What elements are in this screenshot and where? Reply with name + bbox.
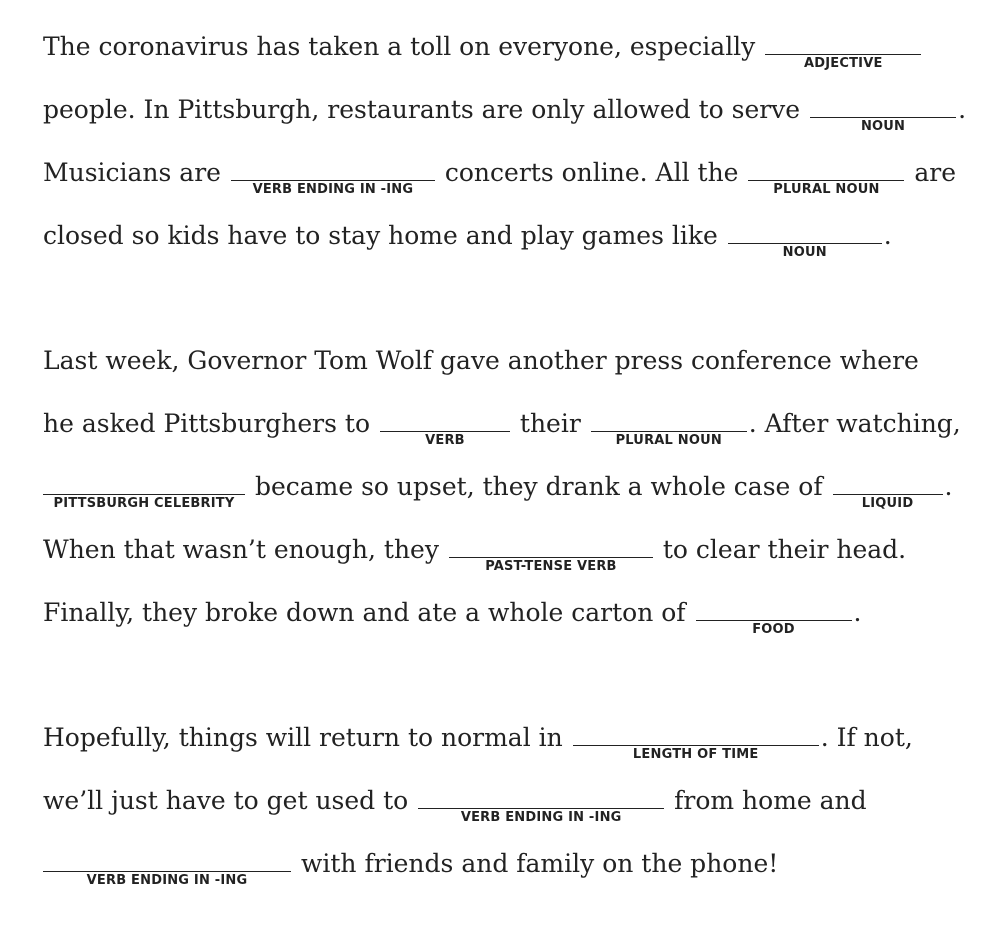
blank-verb-ending-ing[interactable] xyxy=(231,160,435,197)
blank-plural-noun[interactable] xyxy=(591,411,747,448)
story-text: . xyxy=(883,221,892,250)
story-text: we’ll just have to get used to xyxy=(43,786,409,815)
blank-food[interactable] xyxy=(696,600,852,637)
story-text: When that wasn’t enough, they xyxy=(43,535,439,564)
story-text: . xyxy=(944,472,953,501)
story-text: from home and xyxy=(674,786,867,815)
blank-label: VERB ENDING IN -ING xyxy=(460,810,622,825)
story-text: became so upset, they drank a whole case of xyxy=(254,472,823,501)
blank-past-tense-verb[interactable] xyxy=(449,537,653,574)
story-text: . After watching, xyxy=(748,409,961,438)
blank-label: VERB ENDING IN -ING xyxy=(252,182,414,197)
blank-verb-ending-ing[interactable] xyxy=(418,788,664,825)
blank-label: NOUN xyxy=(782,245,827,260)
story-text: . If not, xyxy=(820,723,913,752)
blank-verb[interactable] xyxy=(380,411,510,448)
story-text: closed so kids have to stay home and play games like xyxy=(43,221,718,250)
story-line xyxy=(43,598,861,638)
blank-label: LENGTH OF TIME xyxy=(632,747,759,762)
story-line xyxy=(43,95,966,135)
story-line xyxy=(43,723,913,763)
blank-length-of-time[interactable] xyxy=(573,725,819,762)
story-text: Last week, Governor Tom Wolf gave another press conference where xyxy=(43,346,919,375)
story-line xyxy=(43,472,953,512)
story-line xyxy=(43,346,919,386)
blank-label: PLURAL NOUN xyxy=(773,182,880,197)
story-text: concerts online. All the xyxy=(444,158,739,187)
story-line xyxy=(43,221,892,261)
blank-label: LIQUID xyxy=(861,496,914,511)
blank-adjective[interactable] xyxy=(765,34,921,71)
story-line xyxy=(43,32,923,72)
story-line xyxy=(43,535,906,575)
blank-label: VERB ENDING IN -ING xyxy=(86,873,248,888)
story-text: Hopefully, things will return to normal in xyxy=(43,723,563,752)
blank-label: PAST-TENSE VERB xyxy=(485,559,617,574)
story-text: he asked Pittsburghers to xyxy=(43,409,370,438)
blank-noun[interactable] xyxy=(810,97,956,134)
story-line xyxy=(43,409,961,449)
blank-label: VERB xyxy=(425,433,465,448)
blank-label: PITTSBURGH CELEBRITY xyxy=(53,496,235,511)
story-text: are xyxy=(914,158,957,187)
story-text: . xyxy=(853,598,862,627)
blank-liquid[interactable] xyxy=(833,474,943,511)
blank-noun[interactable] xyxy=(728,223,882,260)
story-text: Musicians are xyxy=(43,158,221,187)
blank-label: FOOD xyxy=(752,622,795,637)
story-text: The coronavirus has taken a toll on everyone, especially xyxy=(43,32,756,61)
story-text: with friends and family on the phone! xyxy=(300,849,779,878)
story-text: to clear their head. xyxy=(662,535,907,564)
story-text: . xyxy=(958,95,967,124)
blank-verb-ending-ing[interactable] xyxy=(43,851,291,888)
story-text: people. In Pittsburgh, restaurants are only allowed to serve xyxy=(43,95,801,124)
blank-plural-noun[interactable] xyxy=(748,160,904,197)
blank-label: ADJECTIVE xyxy=(803,56,883,71)
story-line xyxy=(43,158,956,198)
blank-label: NOUN xyxy=(860,119,906,134)
story-line xyxy=(43,786,867,826)
story-text: Finally, they broke down and ate a whole carton of xyxy=(43,598,686,627)
story-line xyxy=(43,849,778,889)
blank-pittsburgh-celebrity[interactable] xyxy=(43,474,245,511)
story-text: their xyxy=(519,409,581,438)
blank-label: PLURAL NOUN xyxy=(615,433,722,448)
